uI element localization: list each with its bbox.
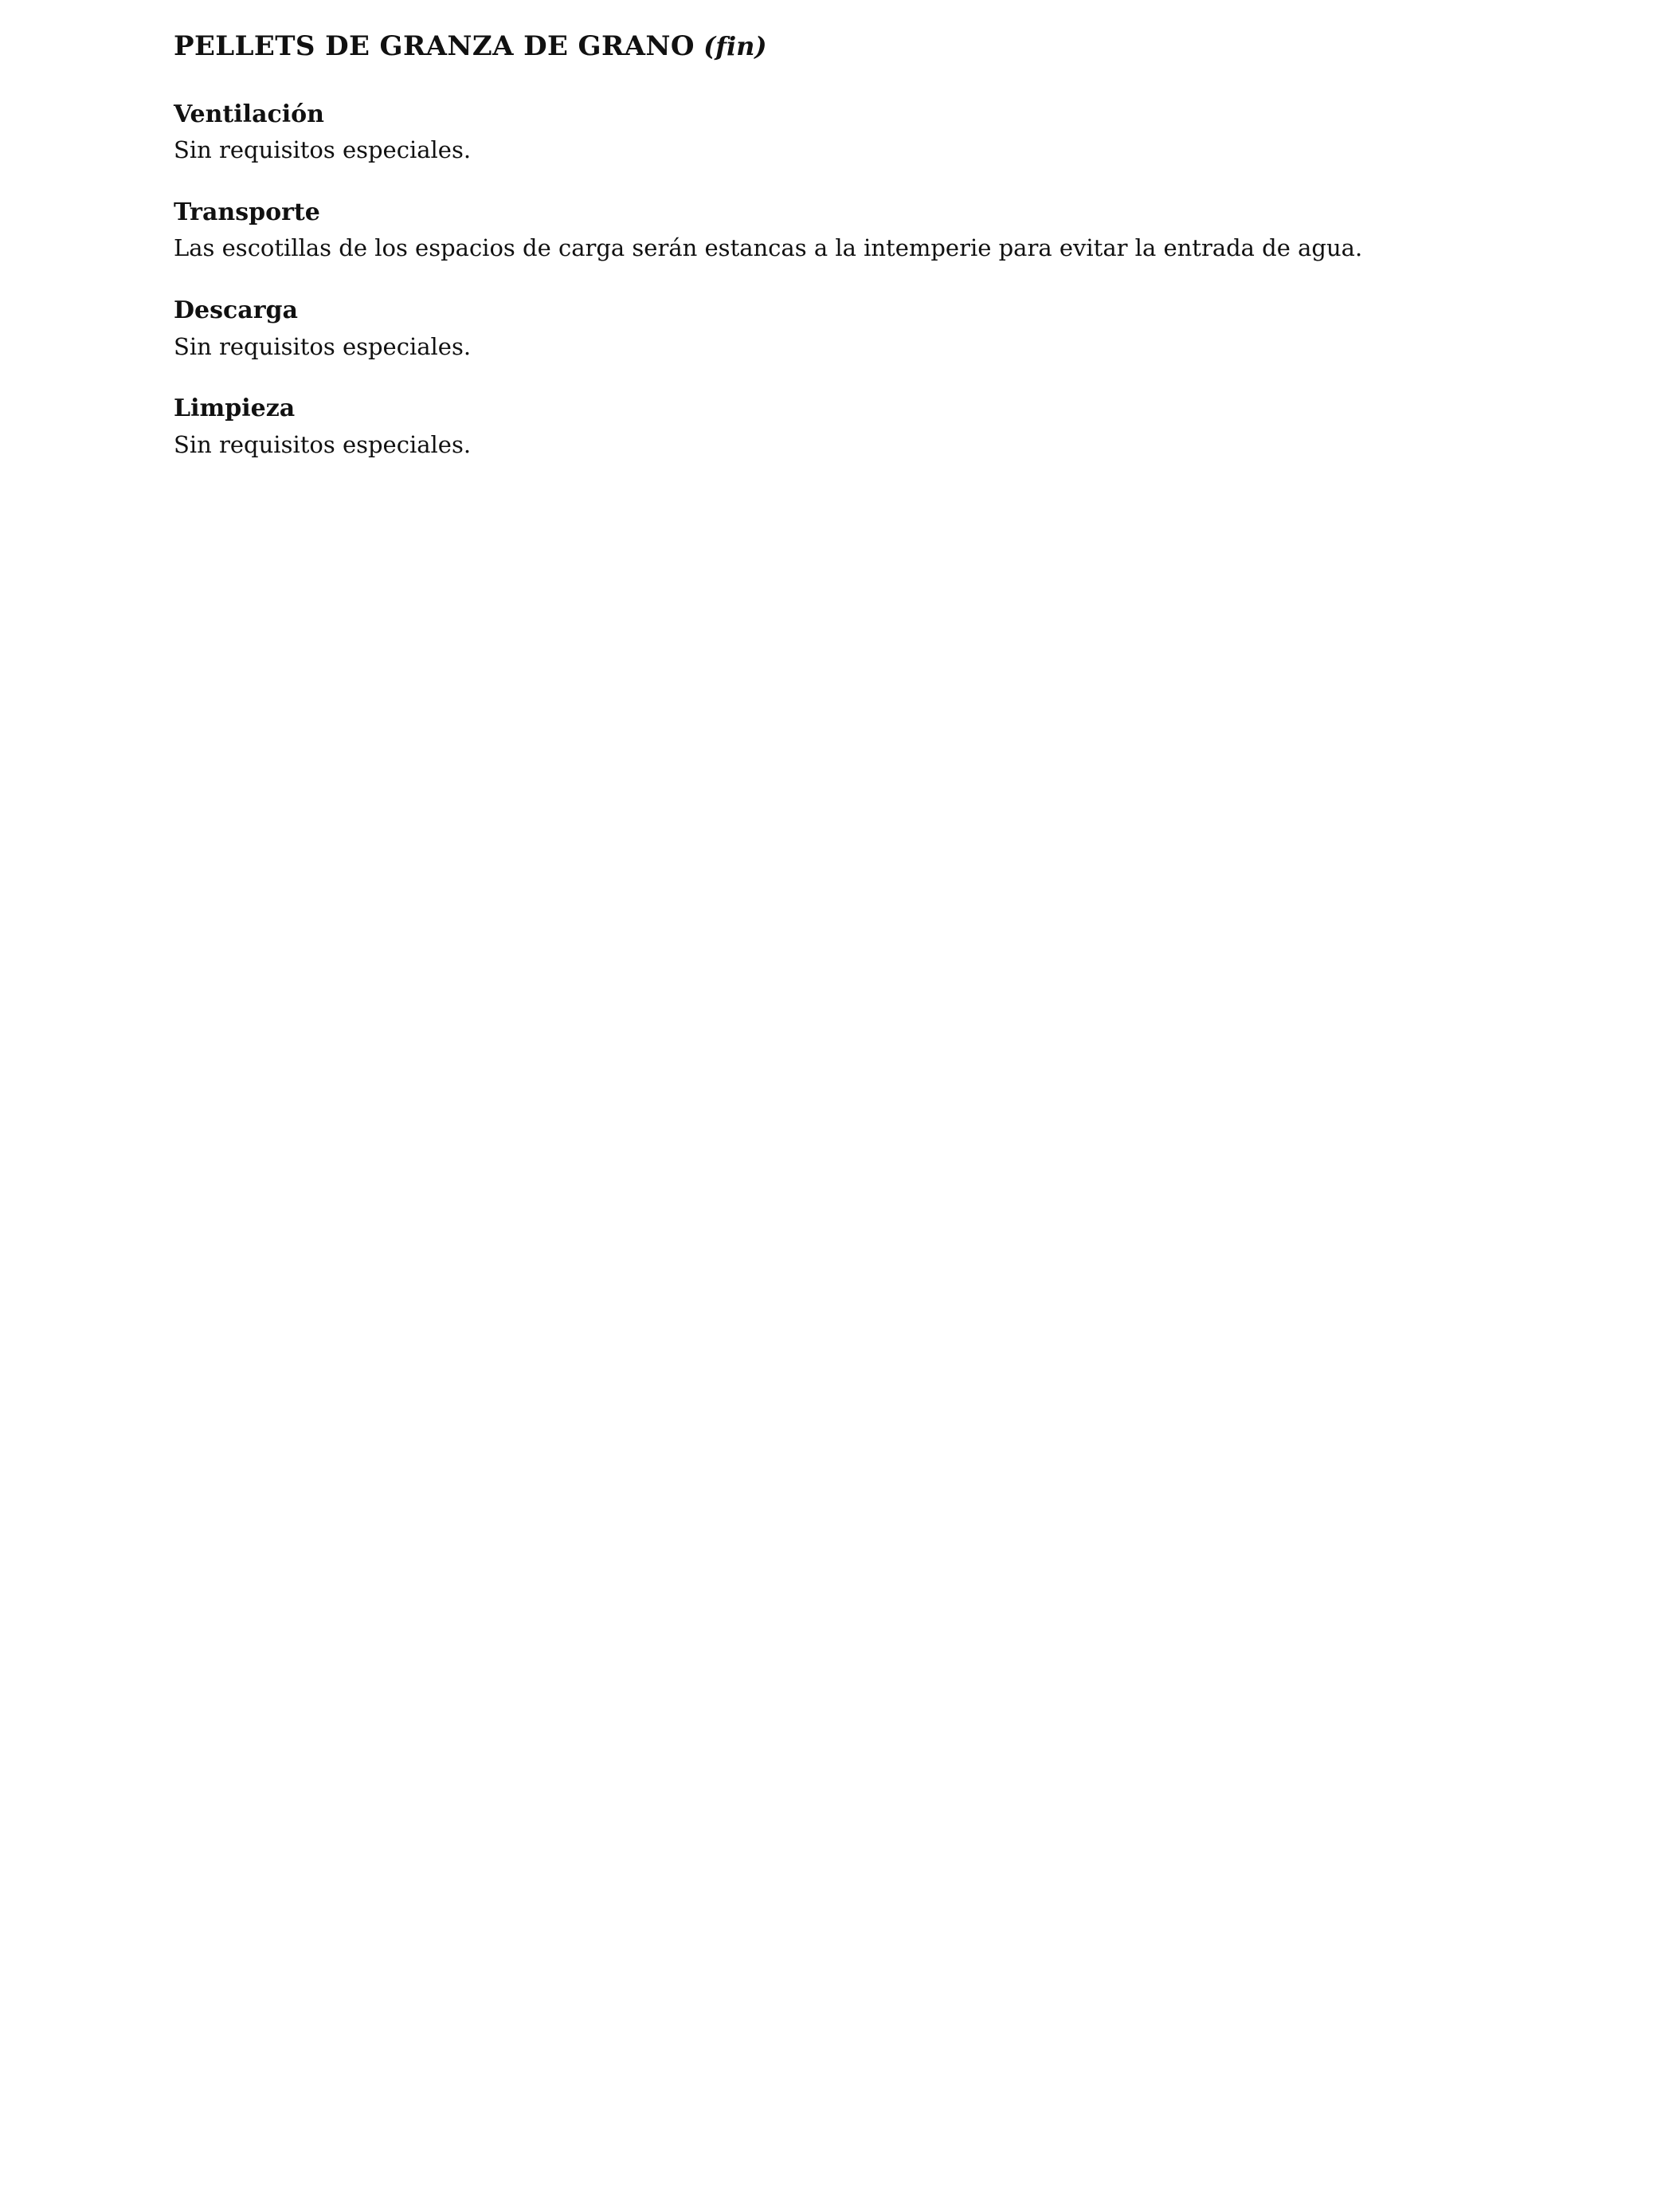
section-heading: Limpieza bbox=[174, 394, 296, 423]
section-body: Sin requisitos especiales. bbox=[174, 430, 472, 458]
page-title-suffix: (fin) bbox=[694, 31, 767, 61]
section-heading: Descarga bbox=[174, 296, 298, 325]
document-content bbox=[174, 30, 1528, 461]
section-heading: Ventilación bbox=[174, 100, 324, 128]
section-ventilacion bbox=[174, 100, 1528, 166]
section-body: Sin requisitos especiales. bbox=[174, 136, 472, 164]
section-transporte bbox=[174, 198, 1528, 264]
section-body: Las escotillas de los espacios de carga serán estancas a la intemperie para evitar la entrada de agua. bbox=[174, 234, 1363, 262]
page-title-main: PELLETS DE GRANZA DE GRANO bbox=[174, 30, 695, 62]
section-descarga bbox=[174, 296, 1528, 362]
page-title bbox=[174, 30, 1528, 63]
section-heading: Transporte bbox=[174, 198, 320, 226]
section-limpieza bbox=[174, 394, 1528, 460]
section-body: Sin requisitos especiales. bbox=[174, 332, 472, 360]
